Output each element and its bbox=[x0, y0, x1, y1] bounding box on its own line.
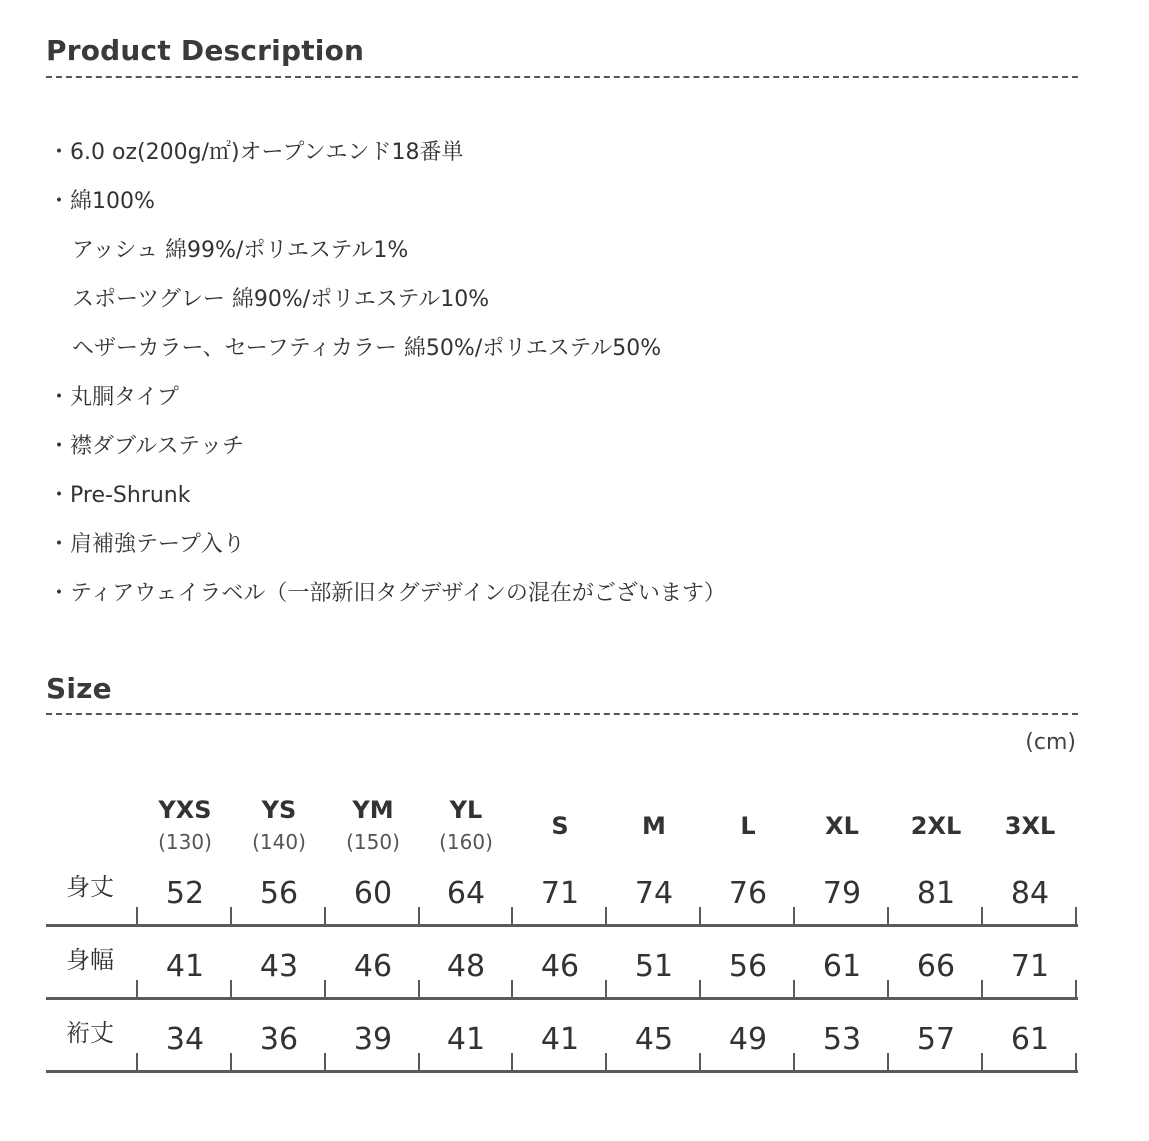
description-item bbox=[48, 379, 1098, 428]
measurement-value: 34 bbox=[165, 1022, 205, 1057]
measurement-label: 身丈 bbox=[66, 873, 114, 901]
row-tick bbox=[418, 1053, 420, 1071]
description-item bbox=[48, 575, 1098, 624]
measurement-value: 61 bbox=[1010, 1022, 1050, 1057]
row-tick bbox=[981, 980, 983, 998]
row-tick bbox=[230, 907, 232, 925]
size-column-header bbox=[326, 790, 420, 854]
description-text: Pre-Shrunk bbox=[70, 483, 191, 508]
measurement-value: 51 bbox=[634, 949, 674, 984]
size-divider bbox=[46, 713, 1078, 715]
measurement-row bbox=[46, 868, 1078, 926]
row-tick bbox=[605, 980, 607, 998]
row-tick bbox=[418, 907, 420, 925]
unit-label: (cm) bbox=[1025, 730, 1076, 755]
bullet-marker: ・ bbox=[48, 483, 71, 508]
size-column-header bbox=[607, 790, 701, 862]
row-tick bbox=[699, 907, 701, 925]
description-item bbox=[48, 330, 1098, 379]
product-description-title: Product Description bbox=[46, 34, 365, 67]
measurement-value: 56 bbox=[259, 876, 299, 911]
row-tick bbox=[887, 907, 889, 925]
row-tick bbox=[1075, 907, 1077, 925]
size-column-header bbox=[795, 790, 889, 862]
description-text: 丸胴タイプ bbox=[70, 385, 179, 410]
size-label: YM bbox=[352, 796, 394, 824]
size-header-row bbox=[46, 790, 1078, 864]
row-tick bbox=[511, 980, 513, 998]
description-text: アッシュ 綿99%/ポリエステル1% bbox=[72, 238, 409, 263]
size-column-header bbox=[983, 790, 1077, 862]
row-tick bbox=[793, 980, 795, 998]
row-baseline bbox=[46, 997, 1078, 1000]
measurement-value: 81 bbox=[916, 876, 956, 911]
description-item bbox=[48, 232, 1098, 281]
description-item bbox=[48, 526, 1098, 575]
measurement-value: 49 bbox=[728, 1022, 768, 1057]
description-list bbox=[48, 134, 1098, 624]
row-tick bbox=[511, 907, 513, 925]
row-tick bbox=[981, 907, 983, 925]
row-tick bbox=[324, 980, 326, 998]
measurement-value: 46 bbox=[540, 949, 580, 984]
size-column-header bbox=[701, 790, 795, 862]
size-column-header bbox=[889, 790, 983, 862]
height-label: (130) bbox=[158, 830, 212, 854]
row-tick bbox=[981, 1053, 983, 1071]
measurement-value: 84 bbox=[1010, 876, 1050, 911]
size-column-header bbox=[138, 790, 232, 854]
measurement-value: 64 bbox=[446, 876, 486, 911]
bullet-marker: ・ bbox=[48, 581, 71, 606]
row-tick bbox=[1075, 980, 1077, 998]
row-tick bbox=[324, 1053, 326, 1071]
measurement-label: 身幅 bbox=[66, 946, 114, 974]
description-item bbox=[48, 281, 1098, 330]
measurement-value: 79 bbox=[822, 876, 862, 911]
measurement-value: 41 bbox=[446, 1022, 486, 1057]
measurement-value: 41 bbox=[165, 949, 205, 984]
size-label: 2XL bbox=[910, 812, 962, 840]
measurement-label: 裄丈 bbox=[66, 1019, 114, 1047]
title-divider bbox=[46, 76, 1078, 78]
measurement-value: 56 bbox=[728, 949, 768, 984]
row-tick bbox=[605, 907, 607, 925]
description-item bbox=[48, 477, 1098, 526]
row-tick bbox=[887, 1053, 889, 1071]
size-label: XL bbox=[825, 812, 859, 840]
bullet-marker: ・ bbox=[48, 532, 71, 557]
size-label: YS bbox=[261, 796, 297, 824]
description-item bbox=[48, 183, 1098, 232]
description-item bbox=[48, 428, 1098, 477]
row-tick bbox=[136, 1053, 138, 1071]
measurement-value: 76 bbox=[728, 876, 768, 911]
row-tick bbox=[699, 1053, 701, 1071]
size-label: S bbox=[551, 812, 569, 840]
measurement-row bbox=[46, 941, 1078, 999]
row-tick bbox=[605, 1053, 607, 1071]
measurement-value: 74 bbox=[634, 876, 674, 911]
measurement-value: 48 bbox=[446, 949, 486, 984]
measurement-row bbox=[46, 1014, 1078, 1072]
measurement-value: 45 bbox=[634, 1022, 674, 1057]
description-text: ティアウェイラベル（一部新旧タグデザインの混在がございます） bbox=[70, 581, 726, 606]
size-label: YXS bbox=[158, 796, 212, 824]
row-tick bbox=[230, 1053, 232, 1071]
bullet-marker: ・ bbox=[48, 189, 71, 214]
row-tick bbox=[887, 980, 889, 998]
row-tick bbox=[418, 980, 420, 998]
height-label: (150) bbox=[346, 830, 400, 854]
bullet-marker: ・ bbox=[48, 140, 71, 165]
description-text: スポーツグレー 綿90%/ポリエステル10% bbox=[72, 287, 490, 312]
size-column-header bbox=[513, 790, 607, 862]
size-label: 3XL bbox=[1004, 812, 1056, 840]
description-text: 襟ダブルステッチ bbox=[70, 434, 245, 459]
description-item bbox=[48, 134, 1098, 183]
measurement-value: 53 bbox=[822, 1022, 862, 1057]
size-label: YL bbox=[449, 796, 483, 824]
size-label: L bbox=[740, 812, 756, 840]
measurement-value: 46 bbox=[353, 949, 393, 984]
measurement-value: 71 bbox=[1010, 949, 1050, 984]
description-text: 肩補強テープ入り bbox=[70, 532, 245, 557]
measurement-value: 66 bbox=[916, 949, 956, 984]
row-baseline bbox=[46, 1070, 1078, 1073]
height-label: (140) bbox=[252, 830, 306, 854]
row-tick bbox=[1075, 1053, 1077, 1071]
size-column-header bbox=[232, 790, 326, 854]
description-text: 6.0 oz(200g/㎡)オープンエンド18番単 bbox=[70, 140, 464, 165]
measurement-value: 57 bbox=[916, 1022, 956, 1057]
row-baseline bbox=[46, 924, 1078, 927]
row-tick bbox=[511, 1053, 513, 1071]
measurement-value: 52 bbox=[165, 876, 205, 911]
measurement-value: 71 bbox=[540, 876, 580, 911]
measurement-value: 36 bbox=[259, 1022, 299, 1057]
row-tick bbox=[699, 980, 701, 998]
measurement-value: 39 bbox=[353, 1022, 393, 1057]
measurement-value: 60 bbox=[353, 876, 393, 911]
row-tick bbox=[324, 907, 326, 925]
row-tick bbox=[793, 1053, 795, 1071]
row-tick bbox=[136, 907, 138, 925]
measurement-value: 61 bbox=[822, 949, 862, 984]
measurement-value: 43 bbox=[259, 949, 299, 984]
description-text: 綿100% bbox=[70, 189, 155, 214]
bullet-marker: ・ bbox=[48, 434, 71, 459]
size-title: Size bbox=[46, 672, 112, 705]
row-tick bbox=[136, 980, 138, 998]
row-tick bbox=[230, 980, 232, 998]
description-text: ヘザーカラー、セーフティカラー 綿50%/ポリエステル50% bbox=[72, 336, 662, 361]
measurement-value: 41 bbox=[540, 1022, 580, 1057]
height-label: (160) bbox=[439, 830, 493, 854]
size-column-header bbox=[419, 790, 513, 854]
bullet-marker: ・ bbox=[48, 385, 71, 410]
row-tick bbox=[793, 907, 795, 925]
size-label: M bbox=[642, 812, 666, 840]
